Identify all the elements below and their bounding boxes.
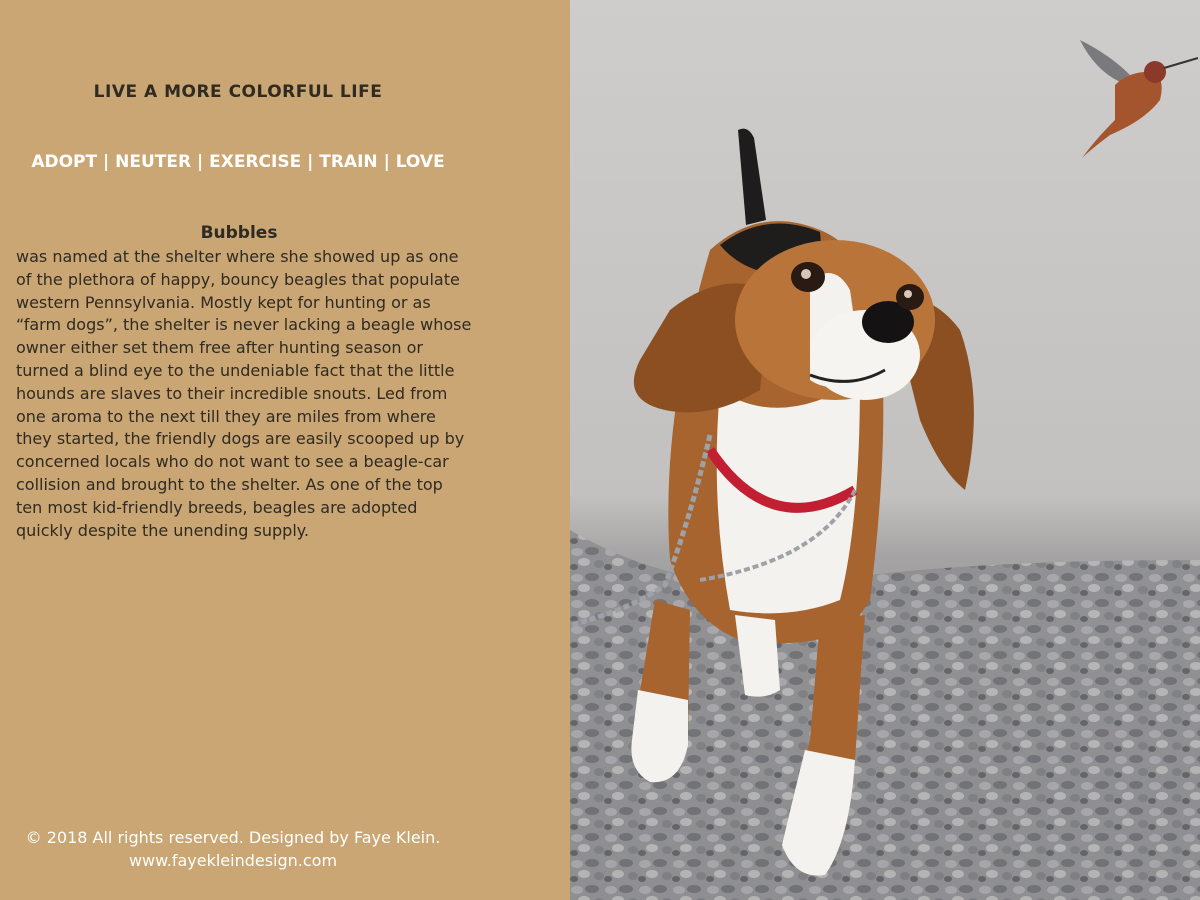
dog-name-heading: Bubbles: [200, 223, 278, 243]
photo-illustration: [570, 0, 1200, 900]
beagle-photo: [570, 0, 1200, 900]
text-panel: [0, 0, 570, 900]
story-paragraph: was named at the shelter where she showed up as one of the plethora of happy, bouncy beagles that populate western Pennsylvania. Mostly kept for hunting or as “farm dogs”, the shelter is never lacking a beagle whose owner either set them free after hunting season or turned a blind eye to the undeniable fact that the little hounds are slaves to their incredible snouts. Led from one aroma to the next till they are miles from where they started, the friendly dogs are easily scooped up by concerned locals who do not want to see a beagle-car collision and brought to the shelter. As one of the top ten most kid-friendly breeds, beagles are adopted quickly despite the unending supply.: [16, 247, 472, 540]
tagline: LIVE A MORE COLORFUL LIFE: [93, 82, 383, 102]
action-list: ADOPT | NEUTER | EXERCISE | TRAIN | LOVE: [31, 152, 445, 172]
footer: [0, 826, 466, 872]
website-link[interactable]: www.fayekleindesign.com: [128, 851, 338, 870]
copyright-text: © 2018 All rights reserved. Designed by Faye Klein.: [25, 828, 441, 847]
